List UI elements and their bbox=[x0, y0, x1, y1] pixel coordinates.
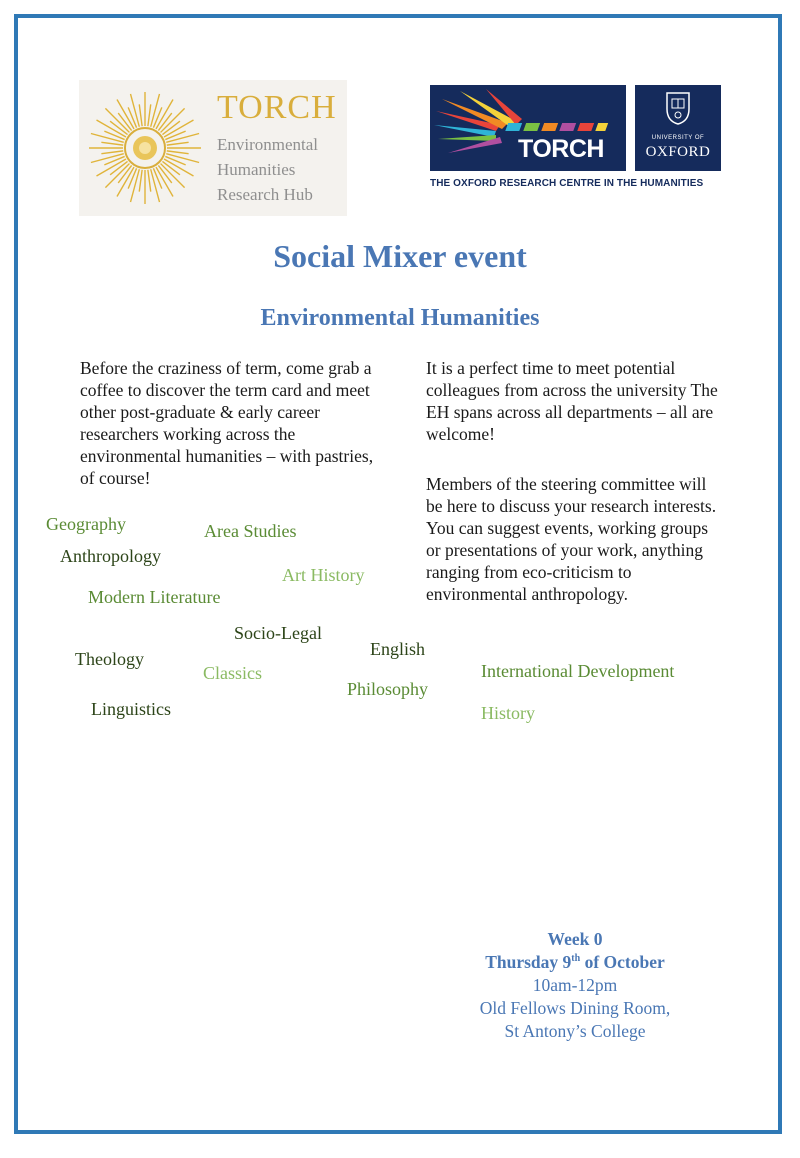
oxford-logo-box bbox=[635, 85, 721, 171]
department-label: English bbox=[370, 639, 426, 659]
event-week: Week 0 bbox=[547, 929, 603, 949]
department-label: Linguistics bbox=[91, 699, 171, 719]
torch-caption: THE OXFORD RESEARCH CENTRE IN THE HUMANITIES bbox=[430, 178, 704, 189]
hub-logo-subtitle bbox=[217, 132, 318, 207]
department-label: Modern Literature bbox=[88, 587, 221, 607]
department-label: Classics bbox=[203, 663, 263, 683]
page-title: Social Mixer event bbox=[273, 238, 527, 274]
department-label: International Development bbox=[481, 661, 675, 681]
sun-ray bbox=[139, 104, 142, 126]
sun-ray bbox=[167, 142, 189, 145]
department-label: Socio-Legal bbox=[234, 623, 322, 643]
department-label: Geography bbox=[46, 514, 126, 534]
sun-ray bbox=[101, 142, 123, 145]
sun-ray bbox=[161, 164, 185, 188]
event-time: 10am-12pm bbox=[532, 975, 618, 995]
sun-ray bbox=[105, 108, 129, 132]
sun-ray bbox=[139, 170, 142, 192]
event-date-day: Thursday 9 bbox=[485, 952, 572, 972]
department-label: Philosophy bbox=[347, 679, 429, 699]
event-college: St Antony’s College bbox=[504, 1021, 646, 1041]
event-venue: Old Fellows Dining Room, bbox=[479, 998, 671, 1018]
department-label: Art History bbox=[282, 565, 365, 585]
department-label: Area Studies bbox=[204, 521, 297, 541]
sun-ray bbox=[161, 108, 185, 132]
department-label: Anthropology bbox=[60, 546, 161, 566]
hub-subtitle-line: Humanities bbox=[217, 160, 296, 179]
hub-logo-title: TORCH bbox=[217, 89, 337, 126]
sun-ray bbox=[148, 104, 151, 126]
page-subtitle: Environmental Humanities bbox=[260, 305, 540, 331]
torch-oxford-logo bbox=[430, 85, 720, 195]
torch-wordmark: TORCH bbox=[518, 135, 604, 163]
sun-ray bbox=[148, 170, 151, 192]
torch-eh-hub-logo bbox=[79, 80, 347, 216]
oxford-label: OXFORD bbox=[645, 144, 711, 160]
university-of-label: UNIVERSITY OF bbox=[651, 135, 705, 141]
welcome-paragraph: It is a perfect time to meet potential colleagues from across the university The EH spans across all departments – all are welcome! bbox=[426, 358, 718, 444]
torch-wordmark-box bbox=[430, 85, 626, 171]
event-date bbox=[440, 951, 710, 974]
intro-paragraph: Before the craziness of term, come grab a coffee to discover the term card and meet other post-graduate & early career researchers working across the environmental humanities – with pastries, of course! bbox=[80, 358, 374, 488]
event-date-month: of October bbox=[580, 952, 665, 972]
sun-ray bbox=[167, 151, 189, 154]
sun-ray bbox=[105, 164, 129, 188]
department-label: Theology bbox=[75, 649, 144, 669]
sun-emblem-icon bbox=[85, 88, 205, 208]
sun-ray bbox=[101, 151, 123, 154]
event-date-suffix: th bbox=[571, 953, 581, 965]
hub-subtitle-line: Environmental bbox=[217, 135, 319, 154]
hub-subtitle-line: Research Hub bbox=[217, 185, 313, 204]
oxford-crest-icon bbox=[665, 91, 691, 125]
event-details bbox=[440, 928, 710, 1043]
department-label: History bbox=[481, 703, 535, 723]
committee-paragraph: Members of the steering committee will be here to discuss your research interests. You can suggest events, working groups or presentations of your work, anything ranging from eco-criticism to environmental anthropology. bbox=[426, 474, 717, 604]
